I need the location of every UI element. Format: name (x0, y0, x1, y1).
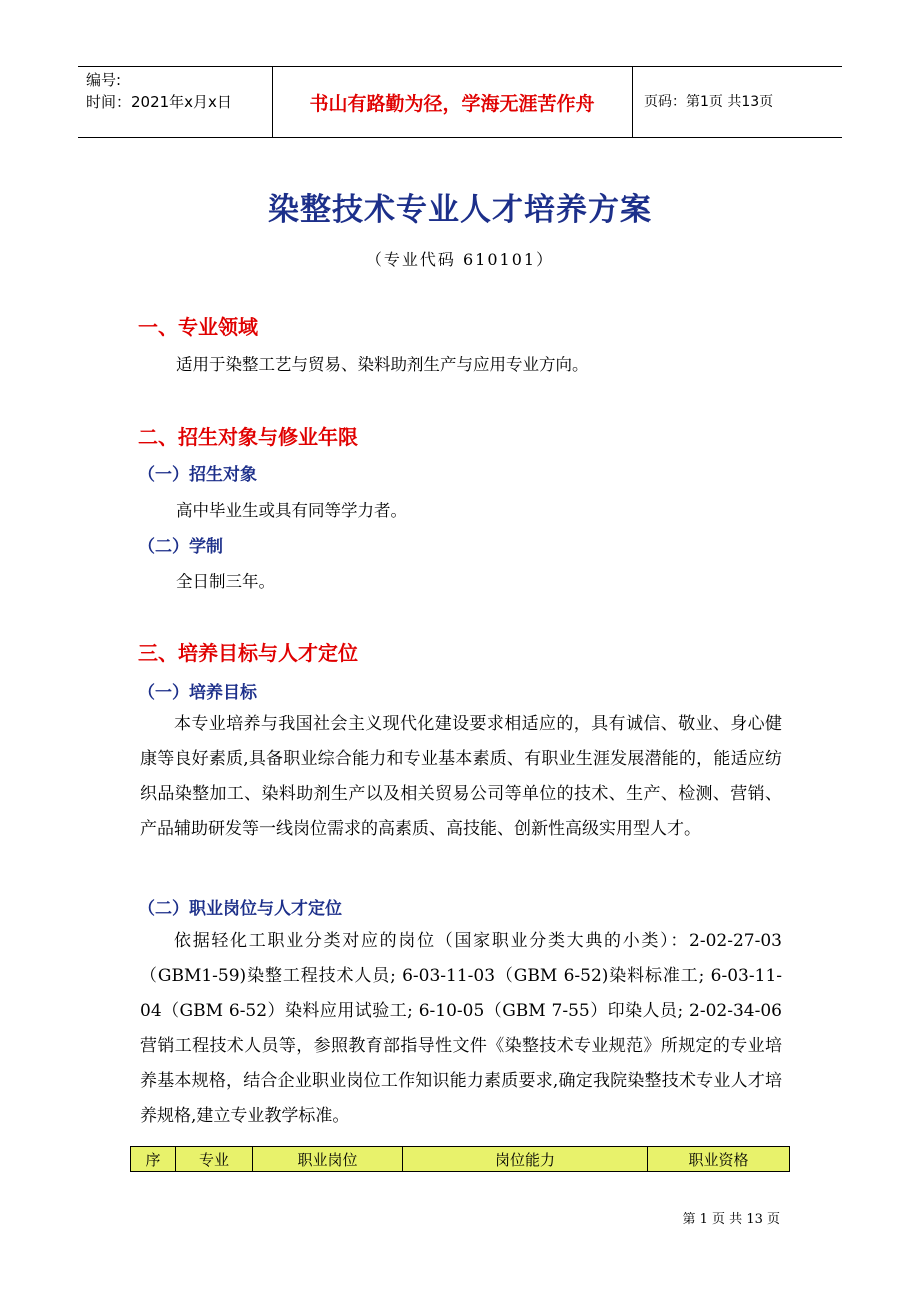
header-info (86, 69, 232, 113)
page-header (78, 66, 842, 138)
section-heading-3: 三、培养目标与人才定位 (138, 641, 358, 665)
header-motto: 书山有路勤为径，学海无涯苦作舟 (309, 92, 595, 115)
time-label: 时间：2021年x月x日 (86, 93, 232, 111)
table-header-cell: 序 (131, 1147, 176, 1171)
section-heading-1: 一、专业领域 (138, 315, 258, 339)
section-1-text: 适用于染整工艺与贸易、染料助剂生产与应用专业方向。 (176, 355, 589, 374)
header-divider (632, 67, 633, 137)
subheading-3-1: （一）培养目标 (138, 683, 257, 703)
header-page-label: 页码：第1页 共13页 (644, 94, 774, 110)
section-heading-2: 二、招生对象与修业年限 (138, 425, 358, 449)
table-header-cell: 专业 (176, 1147, 253, 1171)
table-header-cell: 岗位能力 (403, 1147, 648, 1171)
table-header-cell: 职业资格 (688, 1150, 749, 1169)
document-title: 染整技术专业人才培养方案 (268, 192, 652, 228)
table-header-row (130, 1146, 790, 1172)
section-2-1-text: 高中毕业生或具有同等学力者。 (176, 501, 407, 520)
table-header-cell: 职业岗位 (253, 1147, 403, 1171)
job-positioning-paragraph: 依据轻化工职业分类对应的岗位（国家职业分类大典的小类）：2-02-27-03（GBM1-59)染整工程技术人员; 6-03-11-03（GBM 6-52)染料标准工; 6-03-11-04（GBM 6-52）染料应用试验工; 6-10-05（GBM 7-55）印染人员; 2-02-34-06营销工程技术人员等，参照教育部指导性文件《染整技术专业规范》所规定的专业培养基本规格，结合企业职业岗位工作知识能力素质要求,确定我院染整技术专业人才培养规格,建立专业教学标准。 (140, 931, 782, 1126)
program-code: （专业代码 610101） (365, 250, 555, 269)
subheading-2-2: （二）学制 (138, 537, 223, 557)
section-2-2-text: 全日制三年。 (176, 572, 275, 591)
subheading-3-2: （二）职业岗位与人才定位 (138, 899, 342, 919)
number-label: 编号: (86, 71, 122, 89)
subheading-2-1: （一）招生对象 (138, 465, 257, 485)
training-goal-paragraph: 本专业培养与我国社会主义现代化建设要求相适应的，具有诚信、敬业、身心健康等良好素质,具备职业综合能力和专业基本素质、有职业生涯发展潜能的，能适应纺织品染整加工、染料助剂生产以及相关贸易公司等单位的技术、生产、检测、营销、产品辅助研发等一线岗位需求的高素质、高技能、创新性高级实用型人才。 (140, 714, 782, 839)
page-footer: 第 1 页 共 13 页 (682, 1212, 780, 1227)
